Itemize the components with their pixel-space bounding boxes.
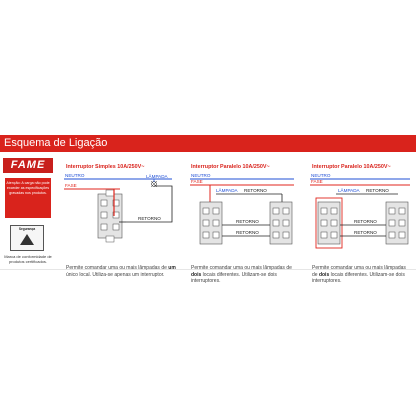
switch-module-right (270, 202, 292, 244)
seal-caption: Marca de conformidade de produtos certificados. (4, 254, 52, 264)
brand-logo: FAME (3, 158, 53, 173)
lamp-label: LÂMPADA (216, 188, 238, 193)
fase-label: FASE (65, 183, 77, 188)
section-title: Esquema de Ligação (0, 135, 416, 152)
retorno-label-low: RETORNO (354, 230, 377, 235)
retorno-label-mid: RETORNO (354, 219, 377, 224)
switch-module-left (200, 202, 222, 244)
switch-module (98, 190, 122, 242)
panel-1-caption: Permite comandar uma ou mais lâmpadas de um único local. Utiliza-se apenas um interruptor. (66, 265, 176, 278)
panel-1-title: Interruptor Simples 10A/250V~ (66, 164, 145, 170)
seal-label: Segurança (18, 227, 36, 231)
fase-label: FASE (191, 179, 203, 184)
fase-label: FASE (311, 179, 323, 184)
neutro-label: NEUTRO (65, 173, 85, 178)
panel-2-caption: Permite comandar uma ou mais lâmpadas de dois locais diferentes. Utilizam-se dois interruptores. (191, 265, 292, 284)
retorno-label-low: RETORNO (236, 230, 259, 235)
panel-3-caption: Permite comandar uma ou mais lâmpadas de dois locais diferentes. Utilizam-se dois interruptores. (312, 265, 406, 284)
retorno-label-mid: RETORNO (236, 219, 259, 224)
neutro-label: NEUTRO (191, 173, 211, 178)
panel-3-title: Interruptor Paralelo 10A/250V~ (312, 164, 391, 170)
simple-switch-diagram (60, 170, 185, 262)
seal-triangle-icon (20, 234, 34, 245)
panel-2-title: Interruptor Paralelo 10A/250V~ (191, 164, 270, 170)
switch-module-left (318, 202, 340, 244)
lamp-label: LÂMPADA (146, 174, 168, 179)
warning-notice: Atenção: A carga não pode exceder as especificações gravadas nos produtos. (5, 178, 51, 218)
retorno-label-top: RETORNO (244, 188, 267, 193)
switch-module-right (386, 202, 408, 244)
lamp-label: LÂMPADA (338, 188, 360, 193)
certification-seal (10, 225, 44, 251)
retorno-label-top: RETORNO (366, 188, 389, 193)
neutro-label: NEUTRO (311, 173, 331, 178)
retorno-label: RETORNO (138, 216, 161, 221)
parallel-switch-diagram-1 (186, 170, 302, 262)
parallel-switch-diagram-2 (306, 170, 414, 262)
